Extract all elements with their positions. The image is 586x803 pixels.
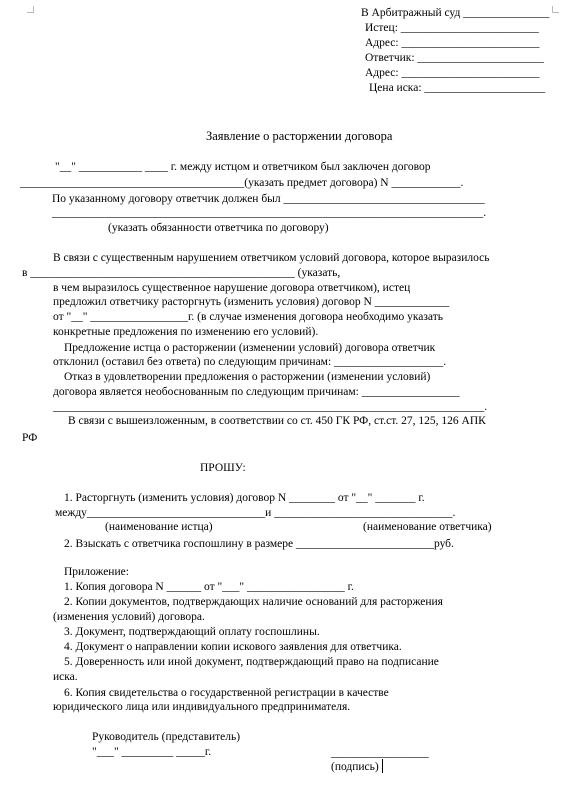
body-line: от "__" _________________г. (в случае изменения договора необходимо указать [53,311,443,323]
header-claim-price-line: Цена иска: _____________________ [369,82,546,94]
body-line: Отказ в удовлетворении предложения о расторжении (изменении условий) [64,371,431,383]
header-defendant-address-line: Адрес: ________________________ [365,67,540,79]
signature-line: _________________ [331,747,429,759]
header-defendant-line: Ответчик: ______________________ [365,52,544,64]
attachment-item: 1. Копия договора N ______ от "___" _________________ г. [64,581,354,593]
body-line: В связи с вышеизложенным, в соответствии со ст. 450 ГК РФ, ст.ст. 27, 125, 126 АПК [68,415,486,427]
body-line: конкретные предложения по изменению его условий). [53,326,319,338]
signature-date-line: "___" _________ _____г. [92,746,212,758]
attachment-item: 2. Копии документов, подтверждающих наличие оснований для расторжения [64,596,443,608]
body-line: отклонил (оставил без ответа) по следующим причинам: ___________________. [53,356,447,368]
defendant-name-caption: (наименование ответчика) [363,521,492,533]
request-heading: ПРОШУ: [200,462,246,474]
body-line: Предложение истца о расторжении (изменении условий) договора ответчик [64,342,436,354]
attachment-item: 5. Доверенность или иной документ, подтверждающий право на подписание [64,656,439,668]
document-title: Заявление о расторжении договора [206,129,393,143]
attachment-item: 3. Документ, подтверждающий оплату госпошлины. [64,626,320,638]
attachment-item: юридического лица или индивидуального предпринимателя. [53,701,351,713]
body-line: ___________________________________________________________________________. [53,401,488,413]
body-line: в чем выразилось существенное нарушение договора ответчиком), истец [53,282,411,294]
text-cursor [382,759,383,773]
body-line: договора является необоснованным по следующим причинам: _________________ [53,386,460,398]
request-line: между_______________________________и _______________________________. [55,507,456,519]
attachment-item: (изменения условий) договора. [53,611,205,623]
signature-caption: (подпись) [331,761,379,773]
body-line: (указать обязанности ответчика по договору) [108,222,329,234]
attachment-item: 4. Документ о направлении копии искового заявления для ответчика. [64,641,402,653]
header-plaintiff-address-line: Адрес: ________________________ [365,37,540,49]
plaintiff-name-caption: (наименование истца) [105,521,213,533]
attachment-item: иска. [53,671,78,683]
request-line: 2. Взыскать с ответчика госпошлину в размере ________________________руб. [64,538,454,550]
body-line: в ______________________________________________ (указать, [22,267,341,279]
body-line: предложил ответчику расторгнуть (изменить условия) договор N _____________ [53,296,450,308]
body-line: ___________________________________________________________________________. [52,207,487,219]
attachment-item: 6. Копия свидетельства о государственной регистрации в качестве [64,687,389,699]
request-line: 1. Расторгнуть (изменить условия) договор N ________ от "__" _______ г. [64,492,425,504]
body-line: В связи с существенным нарушением ответчиком условий договора, которое выразилось [53,252,490,264]
attachments-heading: Приложение: [64,566,129,578]
page-corner-right-marker [552,6,559,13]
header-court-line: В Арбитражный суд _______________ [361,7,550,19]
page-corner-left-marker [27,6,34,13]
header-plaintiff-line: Истец: ________________________ [365,22,539,34]
signatory-role: Руководитель (представитель) [92,731,241,743]
body-line: _______________________________________(указать предмет договора) N ____________. [20,177,464,189]
body-line: "__" ___________ ____ г. между истцом и ответчиком был заключен договор [55,161,431,173]
body-line: По указанному договору ответчик должен был ___________________________________ [52,193,485,205]
body-line: РФ [22,432,38,444]
